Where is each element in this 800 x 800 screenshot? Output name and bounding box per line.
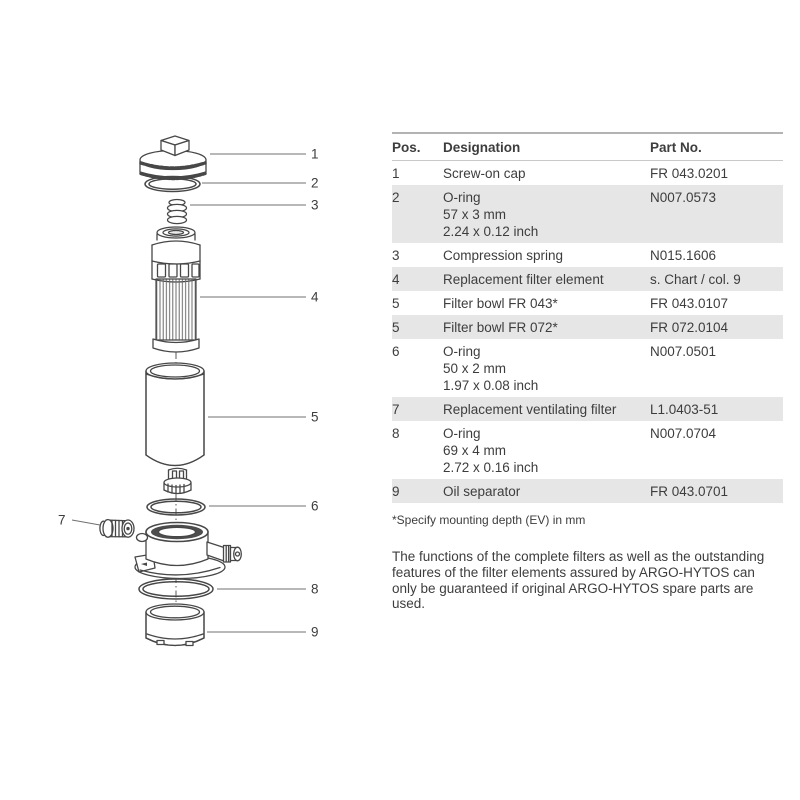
table-row [392,397,783,421]
cell-designation: Screw-on cap [443,165,526,181]
cell-part-no: s. Chart / col. 9 [650,267,783,291]
callout-label-1: 1 [311,146,319,162]
screw-on-cap-drawing [140,136,206,179]
cell-pos: 3 [392,247,400,263]
o-ring-57-drawing [145,177,200,192]
table-row [392,479,783,503]
cell-part-no: N007.0704 [650,425,717,441]
cell-designation: Compression spring [443,247,564,263]
callout-label-4: 4 [311,289,319,305]
filter-element-drawing [152,227,200,352]
cell-part-no: N015.1606 [650,247,717,263]
cell-pos: 2 [392,185,443,243]
cell-pos: 6 [392,343,400,359]
ventilating-filter-drawing [100,520,134,538]
table-row [392,315,783,339]
spare-parts-note: The functions of the complete filters as well as the outstanding features of the filter elements assured by ARGO-HYTOS can only be guaranteed if original ARGO-HYTOS spare parts are used. [392,549,765,612]
cell-pos: 5 [392,315,443,339]
cell-designation: Oil separator [443,479,650,503]
table-row [392,291,783,315]
table-row [392,267,783,291]
cell-part-no: N007.0573 [650,185,783,243]
col-header-pos: Pos. [392,133,443,161]
callout-label-7: 7 [58,512,66,528]
table-row [392,161,783,186]
oil-separator-drawing [146,604,204,646]
cell-pos: 4 [392,267,443,291]
cell-pos: 5 [392,295,400,311]
filter-head-drawing [135,523,241,579]
cell-part-no: FR 043.0107 [650,295,729,311]
o-ring-50-drawing [147,499,205,515]
callout-label-5: 5 [311,409,319,425]
callout-label-6: 6 [311,498,319,514]
table-row [392,339,783,397]
cell-part-no: FR 043.0201 [650,165,729,181]
callout-label-3: 3 [311,197,319,213]
table-row [392,243,783,267]
callout-label-8: 8 [311,581,319,597]
cell-designation: O-ring 50 x 2 mm 1.97 x 0.08 inch [443,343,539,393]
cell-pos: 1 [392,165,400,181]
cell-part-no: N007.0501 [650,343,717,359]
table-row [392,421,783,479]
exploded-view-diagram [40,130,340,660]
col-header-designation: Designation [443,133,650,161]
cell-part-no: FR 043.0701 [650,479,783,503]
cell-part-no: FR 072.0104 [650,315,783,339]
table-row [392,185,783,243]
cell-designation: Filter bowl FR 072* [443,315,650,339]
cell-pos: 7 [392,397,443,421]
cell-designation: O-ring 57 x 3 mm 2.24 x 0.12 inch [443,185,650,243]
cell-pos: 8 [392,425,400,441]
cell-designation: Filter bowl FR 043* [443,295,558,311]
compression-spring-drawing [168,200,187,224]
filter-bowl-drawing [146,363,204,494]
parts-table [392,132,783,503]
cell-designation: O-ring 69 x 4 mm 2.72 x 0.16 inch [443,425,539,475]
callout-label-2: 2 [311,175,319,191]
filter-exploded-drawing [40,130,340,660]
cell-pos: 9 [392,479,443,503]
cell-designation: Replacement filter element [443,267,650,291]
o-ring-69-drawing [139,579,213,599]
parts-list-panel [392,132,783,612]
table-footnote: *Specify mounting depth (EV) in mm [392,513,586,527]
col-header-part-no: Part No. [650,133,783,161]
table-header-row [392,133,783,161]
callout-label-9: 9 [311,624,319,640]
cell-part-no: L1.0403-51 [650,397,783,421]
cell-designation: Replacement ventilating filter [443,397,650,421]
